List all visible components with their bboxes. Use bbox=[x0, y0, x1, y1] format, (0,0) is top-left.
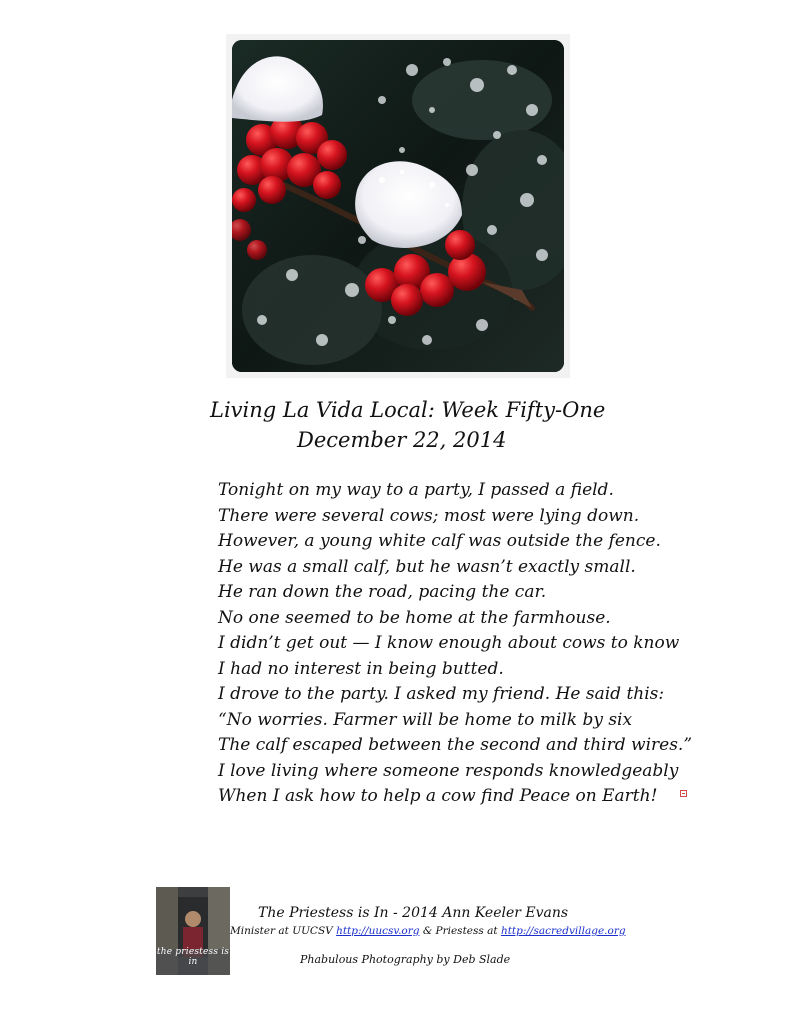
poem-line: I drove to the party. I asked my friend. He said this: bbox=[218, 684, 665, 704]
winterberry-illustration bbox=[232, 40, 564, 372]
poem-line: No one seemed to be home at the farmhouse. bbox=[218, 607, 611, 628]
footer-minister-line bbox=[230, 925, 626, 937]
sacredvillage-link[interactable]: http://sacredvillage.org bbox=[500, 925, 626, 937]
winterberry-photo bbox=[232, 40, 564, 372]
poem-line: Tonight on my way to a party, I passed a field. bbox=[218, 480, 614, 500]
page-title: Living La Vida Local: Week Fifty-One bbox=[210, 398, 606, 422]
annotation-marker-icon[interactable] bbox=[680, 790, 687, 797]
poem-line: However, a young white calf was outside the fence. bbox=[218, 531, 661, 551]
poem-line: He was a small calf, but he wasn’t exactly small. bbox=[218, 556, 636, 577]
poem-line: I love living where someone responds knowledgeably bbox=[218, 760, 679, 781]
photo-credit: Phabulous Photography by Deb Slade bbox=[300, 953, 511, 966]
poem-line: The calf escaped between the second and third wires.” bbox=[218, 735, 693, 755]
poem-line: “No worries. Farmer will be home to milk by six bbox=[218, 709, 633, 730]
poem-line: I had no interest in being butted. bbox=[218, 658, 504, 679]
uucsv-link[interactable]: http://uucsv.org bbox=[336, 925, 420, 937]
priestess-infix: & Priestess at bbox=[419, 925, 501, 937]
poem-line: When I ask how to help a cow find Peace on Earth! bbox=[218, 786, 658, 806]
poem-line: I didn’t get out — I know enough about cows to know bbox=[218, 633, 680, 653]
poem bbox=[218, 478, 692, 810]
footer-title: The Priestess is In - 2014 Ann Keeler Evans bbox=[258, 905, 569, 921]
header-photo-frame bbox=[226, 34, 570, 378]
page-date: December 22, 2014 bbox=[297, 428, 507, 452]
minister-prefix: Minister at UUCSV bbox=[230, 925, 337, 937]
poem-line: There were several cows; most were lying down. bbox=[218, 505, 640, 526]
priestess-thumbnail bbox=[156, 887, 230, 975]
poem-line: He ran down the road, pacing the car. bbox=[218, 582, 547, 602]
thumbnail-caption: the priestess is in bbox=[156, 947, 230, 967]
